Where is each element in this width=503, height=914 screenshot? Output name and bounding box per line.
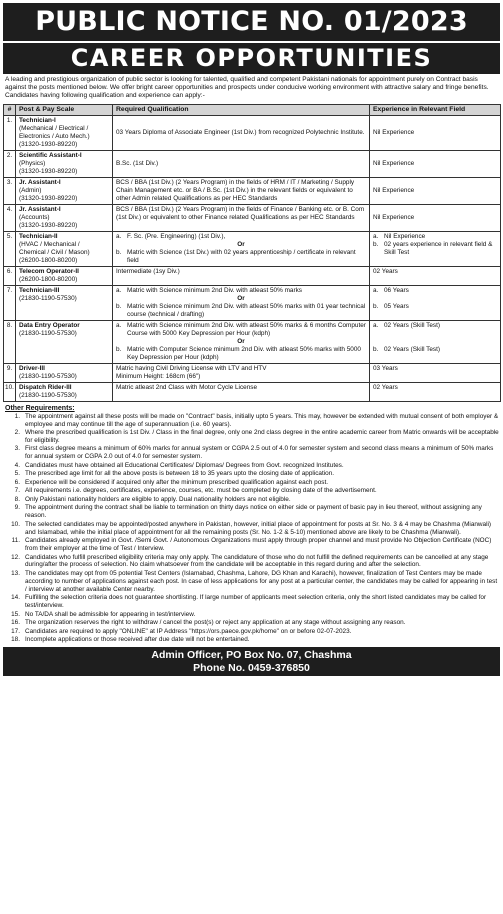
requirement-text: Where the prescribed qualification is 1st Div. / Class in the final degree, only one 2nd class degree in the entire academic career from Matric onwards will be acceptable for eligibility. — [25, 429, 499, 444]
qualification-cell — [113, 285, 370, 320]
notice-title: PUBLIC NOTICE NO. 01/2023 — [3, 3, 500, 41]
requirement-text: All requirements i.e. degrees, certificates, experience, courses, etc. must be completed by closing date of the advertisement. — [25, 487, 377, 495]
table-row — [4, 115, 501, 150]
post-sub: (Accounts) — [19, 213, 50, 221]
qualification-cell: Matric atleast 2nd Class with Motor Cycle License — [113, 382, 370, 401]
table-row — [4, 266, 501, 285]
qualification-cell — [113, 231, 370, 266]
requirement-number: 5. — [14, 470, 20, 478]
requirement-item — [3, 537, 500, 553]
career-heading: CAREER OPPORTUNITIES — [3, 43, 500, 74]
qualification-cell — [113, 320, 370, 363]
requirement-number: 4. — [14, 461, 20, 469]
requirement-item — [3, 594, 500, 610]
footer-address: Admin Officer, PO Box No. 07, Chashma — [151, 649, 352, 662]
requirement-number: 17. — [11, 627, 20, 635]
requirement-text: First class degree means a minimum of 60% marks for annual system or CGPA 2.5 out of 4.0 for semester system and second class means a minimum of 50% marks for annual system or CGPA 2.0 out of 4.0 for semester system. — [25, 445, 494, 461]
requirement-item — [3, 611, 500, 619]
experience-cell: 03 Years — [370, 363, 501, 382]
pay-scale: (21830-1190-57530) — [19, 372, 77, 380]
row-number: 3. — [4, 177, 16, 204]
post-title: Technician-III — [19, 286, 60, 294]
row-number: 5. — [4, 231, 16, 266]
post-cell — [16, 382, 113, 401]
posts-table — [3, 104, 501, 402]
post-sub: Chemical / Civil / Mason) — [19, 248, 90, 256]
qualification-cell — [113, 363, 370, 382]
qualification-option-b: b. Matric with Science minimum 2nd Div. with atleast 50% marks with 01 year technical course (technical / drafting) — [116, 302, 366, 318]
requirement-text: Experience will be considered if acquired only after the minimum prescribed qualification against each post. — [25, 478, 329, 486]
requirement-number: 8. — [14, 495, 20, 503]
other-requirements-heading: Other Requirements: — [5, 404, 75, 412]
requirement-text: Incomplete applications or those received after due date will not be entertained. — [25, 636, 250, 644]
experience-cell: Nil Experience — [370, 115, 501, 150]
qualification-option-a: a. Matric with Science minimum 2nd Div. with atleast 50% marks — [116, 286, 302, 294]
requirement-text: Only Pakistani nationality holders are eligible to apply. Dual nationality holders are not eligible. — [25, 495, 291, 503]
table-row — [4, 382, 501, 401]
requirement-number: 14. — [11, 594, 20, 602]
experience-option-b: b. 02 Years (Skill Test) — [373, 345, 441, 353]
post-cell — [16, 204, 113, 231]
footer-phone: Phone No. 0459-376850 — [193, 662, 310, 675]
experience-cell: Nil Experience — [370, 204, 501, 231]
pay-scale: (26200-1800-80200) — [19, 275, 78, 283]
contact-footer — [3, 647, 500, 676]
requirement-item — [3, 445, 500, 461]
requirement-item — [3, 479, 500, 487]
requirement-text: Candidates who fulfill prescribed eligibility criteria may only apply. The candidature of those who do not fulfill the defined requirements can be cancelled at any stage during/after the process of selection. No claim whatsoever from the candidate will be acceptable in this regard during and after the selection. — [25, 553, 489, 569]
post-cell — [16, 177, 113, 204]
post-title: Dispatch Rider-III — [19, 383, 72, 391]
experience-option-b: b. 02 years experience in relevant field & Skill Test — [373, 240, 493, 256]
requirement-text: The prescribed age limit for all the above posts is between 18 to 35 years upto the closing date of application. — [25, 470, 335, 478]
requirement-number: 9. — [14, 504, 20, 512]
experience-cell: Nil Experience — [370, 150, 501, 177]
experience-option-a: a. 06 Years — [373, 286, 409, 294]
table-row — [4, 363, 501, 382]
qualification-cell: B.Sc. (1st Div.) — [113, 150, 370, 177]
qualification-option-a: a. F. Sc. (Pre. Engineering) (1st Div.), — [116, 232, 226, 240]
experience-cell — [370, 285, 501, 320]
qualification-cell: Intermediate (1sy Div.) — [113, 266, 370, 285]
pay-scale: (21830-1190-57530) — [19, 391, 77, 399]
qualification-option-a: a. Matric with Science minimum 2nd Div. with atleast 50% marks & 6 months Computer Course with 5000 Key Depression per Hour (kdph) — [116, 321, 366, 337]
post-cell — [16, 285, 113, 320]
post-title: Driver-III — [19, 364, 45, 372]
requirement-text: The appointment against all these posts will be made on "Contract" basis, initially upto 5 years. This may, however be extended with mutual consent of both employer & employee and may continue till the age of superannuation (i.e. 60 years). — [25, 412, 499, 428]
post-title: Data Entry Operator — [19, 321, 80, 329]
post-title: Telecom Operator-II — [19, 267, 79, 275]
requirement-text: Candidates are required to apply "ONLINE" at IP Address "https://ors.paece.gov.pk/home" on or before 02-07-2023. — [25, 627, 352, 635]
col-header-experience: Experience in Relevant Field — [370, 104, 501, 115]
qualification-cell: BCS / BBA (1st Div.) (2 Years Program) in the fields of Finance / Banking etc. or B. Com (1st Div.) or equivalent to other Finance related Qualifications as per HEC Standards — [113, 204, 370, 231]
post-title: Scientific Assistant-I — [19, 151, 82, 159]
qualification-text: Matric having Civil Driving License with LTV and HTV — [116, 364, 267, 372]
col-header-num: # — [4, 104, 16, 115]
pay-scale: (31320-1930-89220) — [19, 194, 78, 202]
requirement-text: The appointment during the contract shall be liable to termination on thirty days notice on either side or payment of basic pay in lieu thereof, without assigning any reason. — [25, 504, 482, 520]
requirement-text: Fulfilling the selection criteria does not guarantee shortlisting. If large number of applicants meet selection criteria, only the short listed candidates may be called for test/interview. — [25, 594, 487, 610]
requirement-item — [3, 413, 500, 429]
post-sub: (HVAC / Mechanical / — [19, 240, 80, 248]
requirement-item — [3, 521, 500, 537]
requirement-number: 12. — [11, 553, 20, 561]
requirement-number: 7. — [14, 487, 20, 495]
experience-cell — [370, 320, 501, 363]
requirement-item — [3, 554, 500, 570]
requirement-number: 3. — [14, 445, 20, 453]
table-row — [4, 231, 501, 266]
or-label: Or — [237, 240, 245, 248]
post-title: Technician-I — [19, 116, 56, 124]
qualification-height: Minimum Height: 168cm (66") — [116, 372, 201, 380]
table-row — [4, 150, 501, 177]
requirement-number: 16. — [11, 619, 20, 627]
requirement-item — [3, 429, 500, 445]
pay-scale: (31320-1930-89220) — [19, 221, 78, 229]
requirement-text: The candidates may opt from 05 potential Test Centers (Islamabad, Chashma, Lahore, DG Khan and Karachi), however, finalization of Test Centers may be made according to number of applications against each post. In case of less applications for any post at a particular center, the candidates may be called for appearing in test / interview at another available Center nearby. — [25, 569, 498, 593]
col-header-post: Post & Pay Scale — [16, 104, 113, 115]
requirement-text: The organization reserves the right to withdraw / cancel the post(s) or reject any application at any stage without assigning any reason. — [25, 619, 406, 627]
post-title: Technician-II — [19, 232, 58, 240]
requirement-item — [3, 504, 500, 520]
requirement-text: No TA/DA shall be admissible for appearing in test/interview. — [25, 610, 196, 618]
requirement-item — [3, 628, 500, 636]
experience-cell — [370, 231, 501, 266]
row-number: 1. — [4, 115, 16, 150]
row-number: 4. — [4, 204, 16, 231]
or-label: Or — [237, 294, 245, 302]
post-cell — [16, 266, 113, 285]
table-row — [4, 177, 501, 204]
requirement-item — [3, 487, 500, 495]
table-row — [4, 204, 501, 231]
requirement-number: 13. — [11, 569, 20, 577]
qualification-cell: 03 Years Diploma of Associate Engineer (1st Div.) from recognized Polytechnic Institute. — [113, 115, 370, 150]
requirement-number: 1. — [14, 412, 20, 420]
requirement-item — [3, 496, 500, 504]
pay-scale: (21830-1190-57530) — [19, 294, 77, 302]
requirement-item — [3, 570, 500, 594]
pay-scale: (21830-1190-57530) — [19, 329, 77, 337]
requirement-text: Candidates must have obtained all Educational Certificates/ Diplomas/ Degrees from Govt. recognized Institutes. — [25, 461, 344, 469]
requirement-number: 10. — [11, 520, 20, 528]
post-cell — [16, 231, 113, 266]
row-number: 6. — [4, 266, 16, 285]
row-number: 2. — [4, 150, 16, 177]
post-sub: (Admin) — [19, 186, 42, 194]
row-number: 8. — [4, 320, 16, 363]
experience-option-a: a. 02 Years (Skill Test) — [373, 321, 441, 329]
requirement-number: 11. — [11, 537, 20, 545]
experience-option-a: a. Nil Experience — [373, 232, 426, 240]
pay-scale: (31320-1930-89220) — [19, 167, 78, 175]
col-header-qualification: Required Qualification — [113, 104, 370, 115]
post-cell — [16, 363, 113, 382]
pay-scale: (26200-1800-80200) — [19, 256, 78, 264]
pay-scale: (31320-1930-89220) — [19, 140, 78, 148]
post-title: Jr. Assistant-I — [19, 205, 61, 213]
or-label: Or — [237, 337, 245, 345]
row-number: 9. — [4, 363, 16, 382]
post-cell — [16, 320, 113, 363]
requirement-text: The selected candidates may be appointed/posted anywhere in Pakistan, however, initial place of appointment for posts at Sr. No. 3 & 4 may be Chashma (Mianwali) and Islamabad, while the initial place of appointment for all the remaining posts (Sr. No. 1-2 & 5-10) mentioned above are likely to be Chashma (Mianwali). — [25, 520, 492, 536]
post-cell — [16, 115, 113, 150]
post-sub: (Physics) — [19, 159, 46, 167]
table-row — [4, 285, 501, 320]
experience-option-b: b. 05 Years — [373, 302, 409, 310]
post-sub: (Mechanical / Electrical / — [19, 124, 89, 132]
requirement-item — [3, 619, 500, 627]
experience-cell: Nil Experience — [370, 177, 501, 204]
table-header-row — [4, 104, 501, 115]
requirements-list — [3, 413, 500, 644]
requirement-item — [3, 636, 500, 644]
qualification-option-b: b. Matric with Science (1st Div.) with 02 years apprenticeship / certificate in relevant field — [116, 248, 356, 264]
experience-cell: 02 Years — [370, 382, 501, 401]
post-sub: Electronics / Auto Mech.) — [19, 132, 90, 140]
experience-cell: 02 Years — [370, 266, 501, 285]
row-number: 7. — [4, 285, 16, 320]
qualification-option-b: b. Matric with Computer Science minimum 2nd Div. with atleast 50% marks with 5000 Key Depression per Hour (kdph) — [116, 345, 361, 361]
requirement-number: 6. — [14, 478, 20, 486]
requirement-number: 15. — [11, 610, 20, 618]
notice-page — [3, 3, 500, 676]
requirement-item — [3, 470, 500, 478]
qualification-cell: BCS / BBA (1st Div.) (2 Years Program) in the fields of HRM / IT / Marketing / Supply Chain Management etc. or BA / B.Sc. (1st Div.) in the relevant fields or equivalent to other Admin related Qualifications as per HEC Standards — [113, 177, 370, 204]
post-cell — [16, 150, 113, 177]
row-number: 10. — [4, 382, 16, 401]
requirement-item — [3, 462, 500, 470]
requirement-number: 2. — [14, 429, 20, 437]
table-row — [4, 320, 501, 363]
requirement-text: Candidates already employed in Govt. /Semi Govt. / Autonomous Organizations must apply through proper channel and must provide No Objection Certificate (NOC) from their employer at the time of Test / Interview. — [25, 537, 492, 553]
requirement-number: 18. — [11, 636, 20, 644]
post-title: Jr. Assistant-I — [19, 178, 61, 186]
intro-paragraph: A leading and prestigious organization of public sector is looking for talented, qualified and competent Pakistani nationals for appointment purely on Contract basis against the posts mentioned below. We offer bright career opportunities and prospects under conducive working environment with attractive salary and fringe benefits. Candidates having following qualification and experience can apply:- — [5, 76, 489, 100]
